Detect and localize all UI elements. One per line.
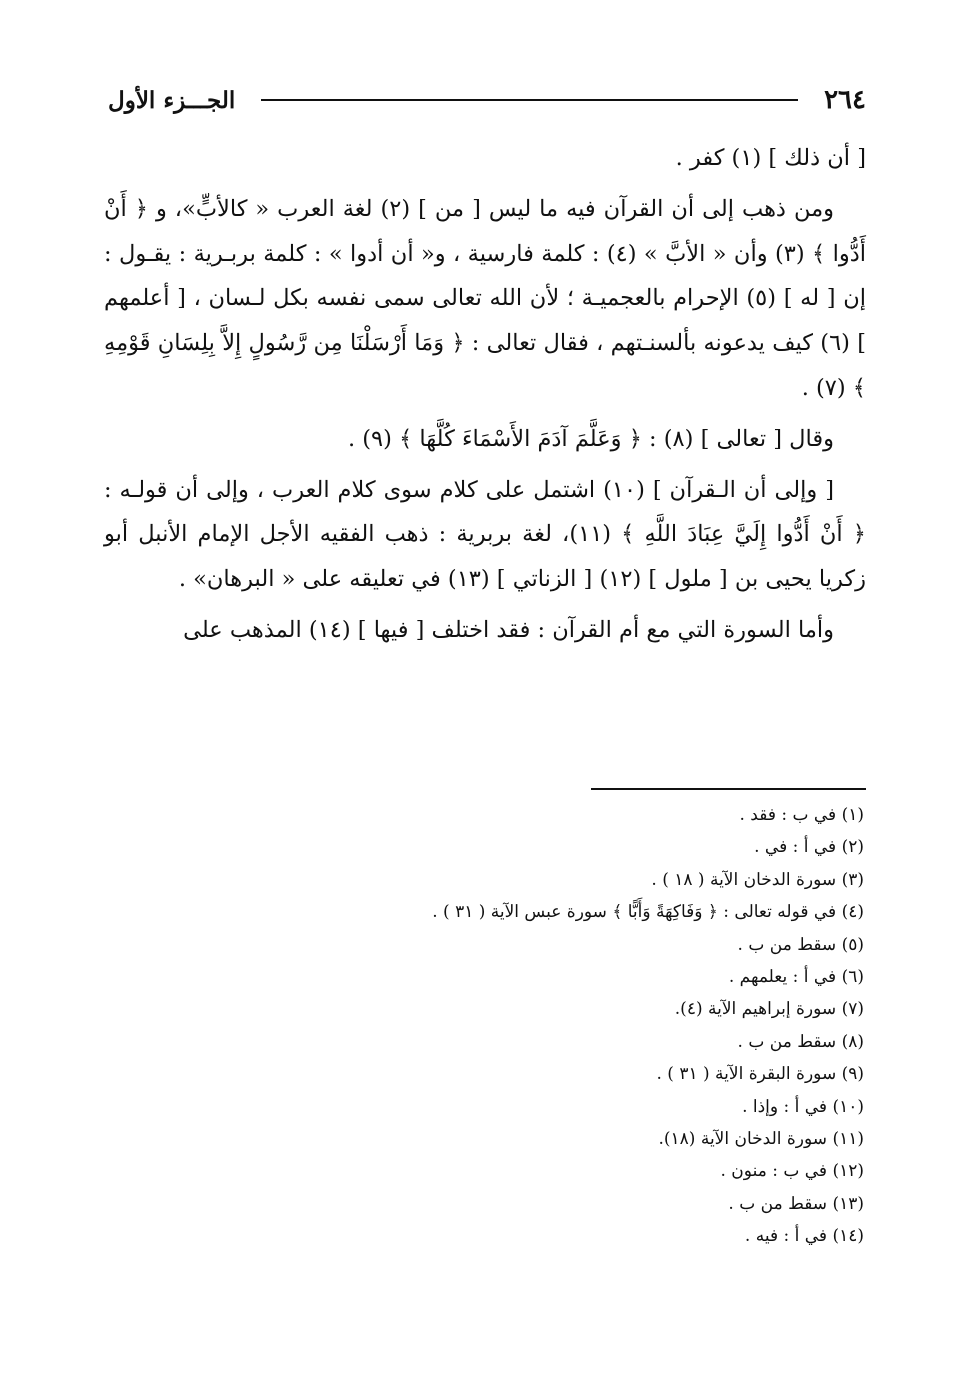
- main-text: [104, 136, 866, 659]
- running-title: الجـــزء الأول: [108, 86, 236, 114]
- footnote-item: (٢) في أ : في .: [754, 837, 864, 858]
- footnote-item: (١٣) سقط من ب .: [728, 1193, 864, 1214]
- footnote-item: (٨) سقط من ب .: [737, 1031, 864, 1052]
- footnote-item: (٦) في أ : يعلمهم .: [728, 967, 864, 988]
- paragraph: [ أن ذلك ] (١) كفر .: [675, 145, 866, 171]
- footnote-item: (١٢) في ب : منون .: [720, 1161, 864, 1182]
- page-header: [108, 78, 866, 122]
- footnote-item: (١١) سورة الدخان الآية (١٨).: [658, 1129, 864, 1150]
- footnote-item: (٣) سورة الدخان الآية ( ١٨ ) .: [651, 869, 864, 890]
- footnote-item: (١٠) في أ : وإذا .: [742, 1096, 864, 1117]
- footnote-separator: [591, 788, 866, 790]
- paragraph: [ وإلى أن الـقرآن ] (١٠) اشتمل على كلام سوى كلام العرب ، وإلى أن قولـه : ﴿ أَنْ أَدُّوا إِلَيَّ عِبَادَ اللَّهِ ﴾ (١١)، لغة بربرية : ذهب الفقيه الأجل الإمام الأنبل أبو زكريا يحيى بن [ ملول ] (١٢) [ الزناتي ] (١٣) في تعليقه على « البرهان» .: [104, 476, 866, 593]
- paragraph: وأما السورة التي مع أم القرآن : فقد اختلف [ فيها ] (١٤) المذهب على: [183, 616, 834, 643]
- footnote-item: (٤) في قوله تعالى : ﴿ وَفَاكِهَةً وَأَبًّا ﴾ سورة عبس الآية ( ٣١ ) .: [432, 902, 864, 923]
- footnote-item: (٧) سورة إبراهيم الآية (٤).: [674, 999, 864, 1020]
- paragraph: ومن ذهب إلى أن القرآن فيه ما ليس [ من ] (٢) لغة العرب « كالأبٍّ»، و ﴿ أَنْ أَدُّوا ﴾ (٣) وأن « الأبَّ » (٤) : كلمة فارسية ، و« أن أدوا » : كلمة بربـرية : يقـول : إن [ له ] (٥) الإحرام بالعجميـة ؛ لأن الله تعالى سمى نفسه بكل لـسان ، [ أعلمهم ] (٦) كيف يدعونه بألسنـتهم ، فقال تعالى : ﴿ وَمَا أَرْسَلْنَا مِن رَّسُولٍ إِلاَّ بِلِسَانِ قَوْمِهِ ﴾ (٧) .: [104, 195, 866, 401]
- page-number: ٢٦٤: [824, 85, 866, 115]
- paragraph: وقال [ تعالى ] (٨) : ﴿ وَعَلَّمَ آدَمَ الأَسْمَاءَ كُلَّهَا ﴾ (٩) .: [347, 425, 834, 452]
- header-rule: [261, 99, 798, 101]
- footnote-item: (١) في ب : فقد .: [739, 805, 864, 825]
- footnote-item: (١٤) في أ : فيه .: [744, 1226, 864, 1247]
- footnote-item: (٥) سقط من ب .: [737, 934, 864, 955]
- footnote-item: (٩) سورة البقرة الآية ( ٣١ ) .: [656, 1064, 864, 1085]
- footnotes: [104, 799, 864, 1253]
